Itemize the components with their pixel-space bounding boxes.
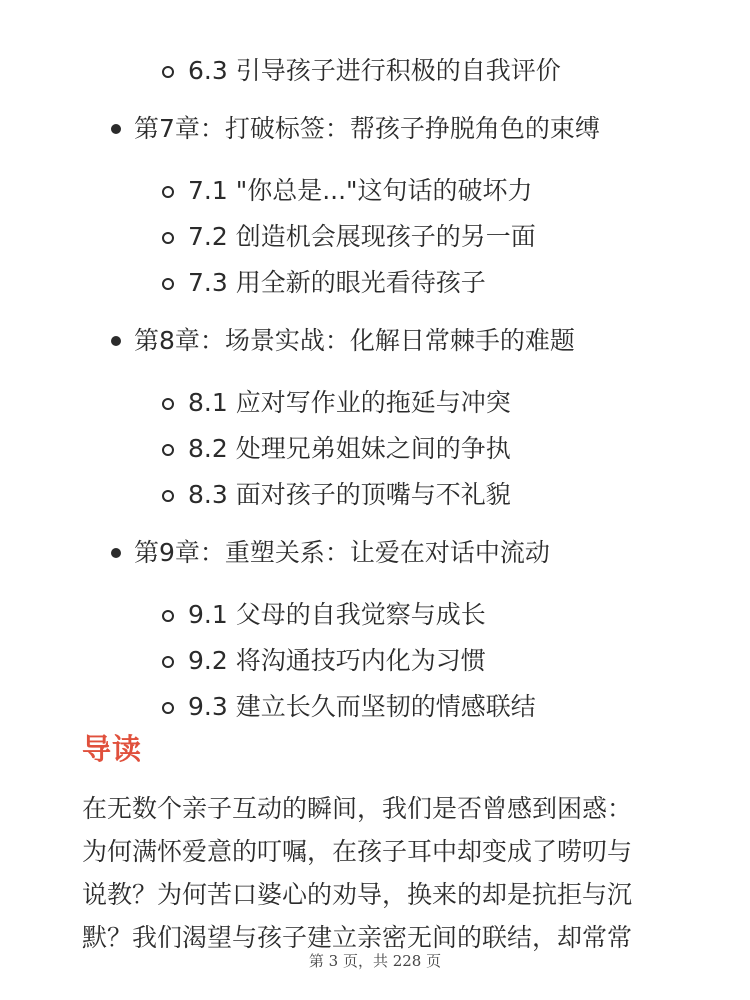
table-of-contents [0,48,750,730]
toc-subitem-label: 8.2 处理兄弟姐妹之间的争执 [188,434,511,463]
toc-subitem [0,426,750,472]
intro-heading: 导读 [82,732,143,766]
toc-subitem-label: 7.3 用全新的眼光看待孩子 [188,268,486,297]
intro-line: 默？我们渴望与孩子建立亲密无间的联结，却常常 [82,923,633,952]
toc-chapter [0,524,750,582]
toc-subitem-label: 9.1 父母的自我觉察与成长 [188,600,486,629]
intro-line: 在无数个亲子互动的瞬间，我们是否曾感到困惑： [82,794,633,823]
toc-subitem [0,214,750,260]
hollow-bullet-icon [162,278,174,290]
toc-chapter-label: 第9章：重塑关系：让爱在对话中流动 [134,538,550,567]
hollow-bullet-icon [162,702,174,714]
toc-subitem [0,260,750,306]
toc-subitem [0,684,750,730]
toc-subitem-label: 7.2 创造机会展现孩子的另一面 [188,222,536,251]
toc-subitem [0,638,750,684]
hollow-bullet-icon [162,186,174,198]
toc-subitem [0,380,750,426]
filled-bullet-icon [111,548,121,558]
hollow-bullet-icon [162,66,174,78]
hollow-bullet-icon [162,444,174,456]
toc-subitem-label: 8.3 面对孩子的顶嘴与不礼貌 [188,480,511,509]
hollow-bullet-icon [162,656,174,668]
intro-line: 为何满怀爱意的叮嘱，在孩子耳中却变成了唠叨与 [82,837,633,866]
hollow-bullet-icon [162,398,174,410]
toc-subitem-label: 6.3 引导孩子进行积极的自我评价 [188,56,561,85]
toc-subitem [0,472,750,518]
toc-subitem [0,592,750,638]
toc-subitem-label: 9.3 建立长久而坚韧的情感联结 [188,692,536,721]
toc-chapter-label: 第8章：场景实战：化解日常棘手的难题 [134,326,575,355]
toc-subitem-label: 7.1 "你总是..."这句话的破坏力 [188,176,533,205]
toc-subitem [0,48,750,94]
filled-bullet-icon [111,336,121,346]
page-number-footer: 第 3 页，共 228 页 [308,952,442,970]
toc-subitem-label: 9.2 将沟通技巧内化为习惯 [188,646,486,675]
hollow-bullet-icon [162,490,174,502]
toc-chapter-label: 第7章：打破标签：帮孩子挣脱角色的束缚 [134,114,600,143]
toc-subitem [0,168,750,214]
filled-bullet-icon [111,124,121,134]
intro-line: 说教？为何苦口婆心的劝导，换来的却是抗拒与沉 [82,880,633,909]
intro-paragraph [82,787,682,959]
toc-subitem-label: 8.1 应对写作业的拖延与冲突 [188,388,511,417]
toc-chapter [0,100,750,158]
hollow-bullet-icon [162,610,174,622]
toc-chapter [0,312,750,370]
hollow-bullet-icon [162,232,174,244]
